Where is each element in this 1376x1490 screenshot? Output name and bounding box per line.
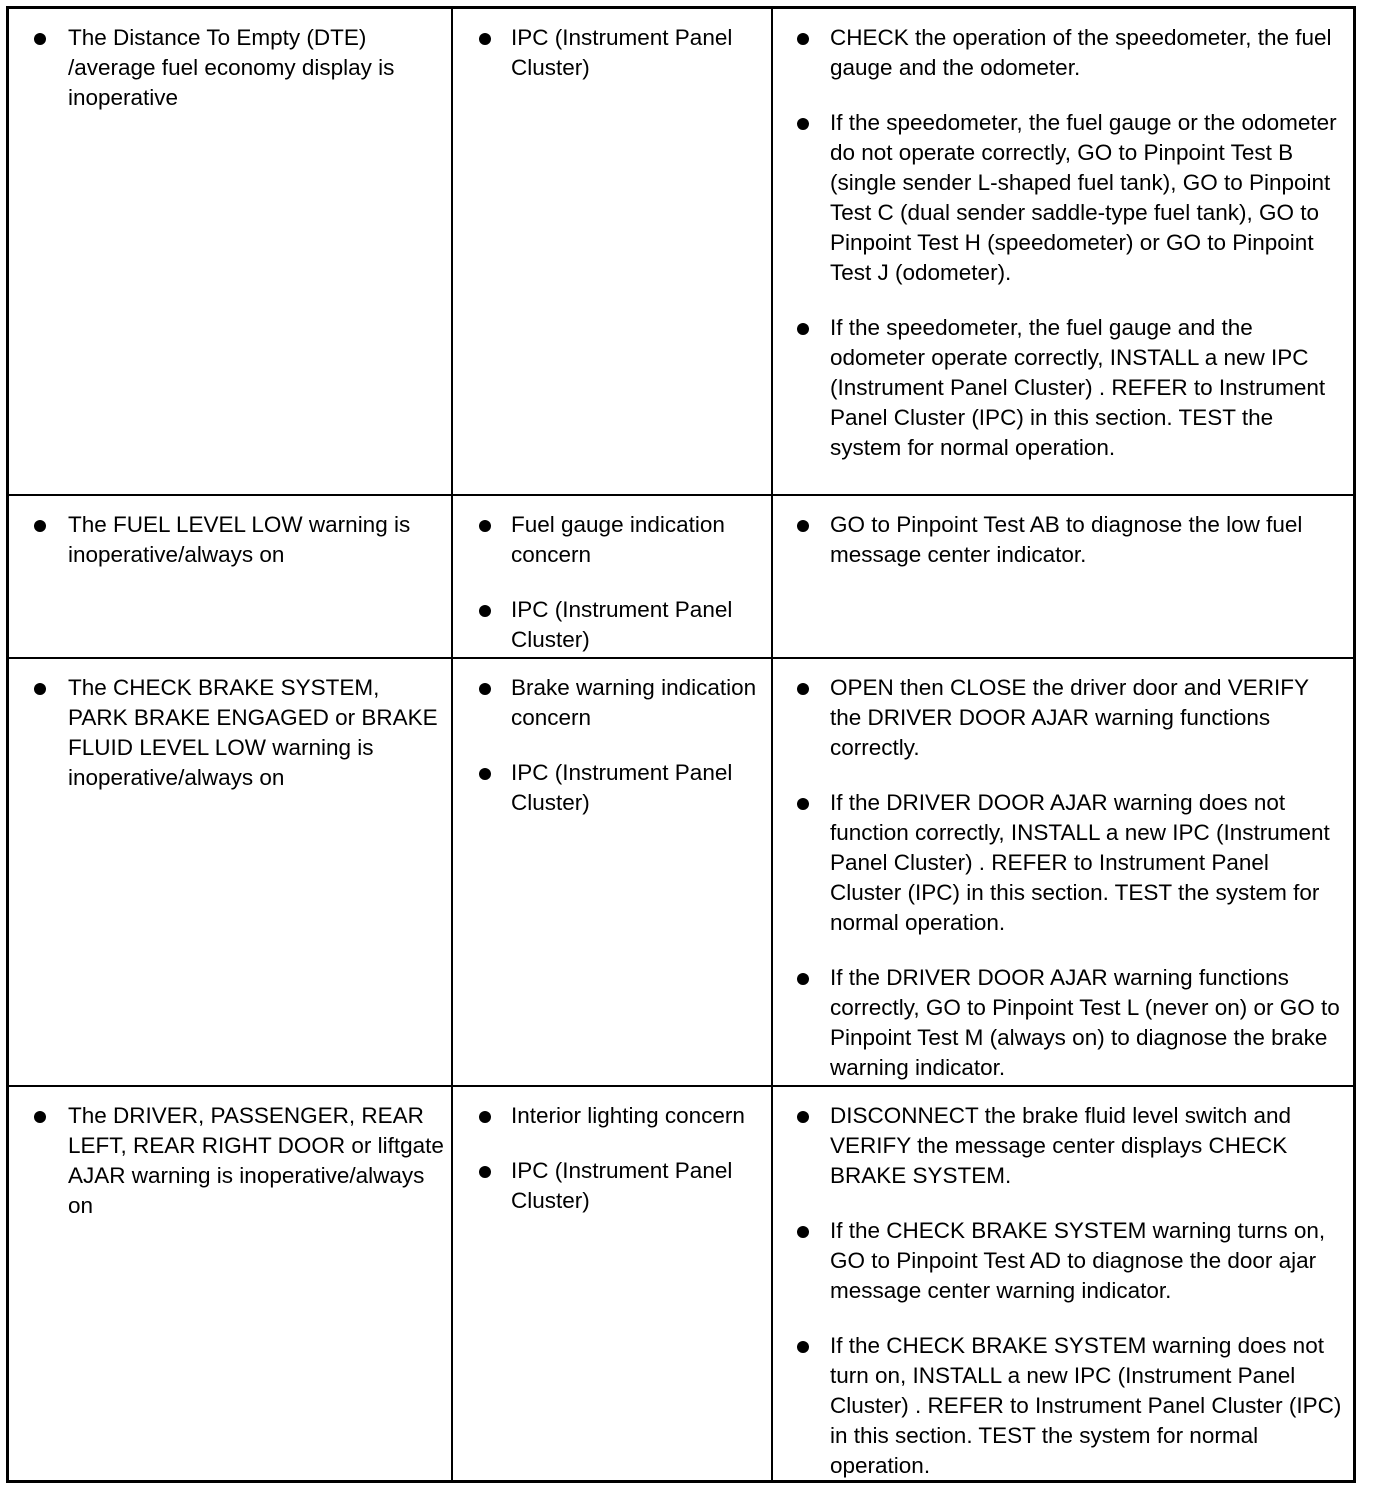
diagnosis-table	[6, 6, 1356, 1483]
bullet-icon	[797, 798, 809, 810]
list-item	[797, 1101, 1343, 1191]
list-item	[797, 963, 1343, 1083]
list-item	[797, 673, 1343, 763]
action-text: If the DRIVER DOOR AJAR warning functions correctly, GO to Pinpoint Test L (never on) or GO to Pinpoint Test M (always on) to diagnose the brake warning indicator.	[830, 965, 1340, 1080]
bullet-icon	[797, 973, 809, 985]
action-cell	[773, 659, 1353, 1087]
bullet-icon	[479, 683, 491, 695]
condition-cell	[9, 1087, 453, 1480]
source-cell	[453, 9, 773, 496]
bullet-icon	[797, 118, 809, 130]
bullet-icon	[797, 683, 809, 695]
source-cell	[453, 496, 773, 659]
bullet-icon	[797, 1226, 809, 1238]
bullet-icon	[34, 683, 46, 695]
action-text: If the CHECK BRAKE SYSTEM warning does not turn on, INSTALL a new IPC (Instrument Panel Cluster) . REFER to Instrument Panel Cluster (IPC) in this section. TEST the system for normal operation.	[830, 1333, 1342, 1478]
list-item	[797, 1216, 1343, 1306]
action-cell	[773, 1087, 1353, 1480]
list-item	[797, 510, 1343, 570]
list-item	[479, 758, 765, 818]
bullet-icon	[34, 33, 46, 45]
condition-cell	[9, 659, 453, 1087]
condition-cell	[9, 9, 453, 496]
condition-text: The DRIVER, PASSENGER, REAR LEFT, REAR RIGHT DOOR or liftgate AJAR warning is inoperative/always on	[68, 1103, 444, 1218]
action-text: GO to Pinpoint Test AB to diagnose the low fuel message center indicator.	[830, 512, 1303, 567]
condition-text: The CHECK BRAKE SYSTEM, PARK BRAKE ENGAGED or BRAKE FLUID LEVEL LOW warning is inoperative/always on	[68, 675, 438, 790]
action-text: If the CHECK BRAKE SYSTEM warning turns on, GO to Pinpoint Test AD to diagnose the door ajar message center warning indicator.	[830, 1218, 1326, 1303]
bullet-icon	[797, 1111, 809, 1123]
action-text: If the speedometer, the fuel gauge and the odometer operate correctly, INSTALL a new IPC (Instrument Panel Cluster) . REFER to Instrument Panel Cluster (IPC) in this section. TEST the system for normal operation.	[830, 315, 1326, 460]
action-text: DISCONNECT the brake fluid level switch and VERIFY the message center displays CHECK BRAKE SYSTEM.	[830, 1103, 1292, 1188]
source-text: Brake warning indication concern	[511, 675, 757, 730]
source-text: Fuel gauge indication concern	[511, 512, 725, 567]
source-cell	[453, 1087, 773, 1480]
bullet-icon	[797, 323, 809, 335]
bullet-icon	[479, 1111, 491, 1123]
bullet-icon	[797, 33, 809, 45]
source-text: IPC (Instrument Panel Cluster)	[511, 1158, 733, 1213]
list-item	[797, 1331, 1343, 1480]
list-item	[34, 1101, 445, 1221]
list-item	[479, 1101, 765, 1131]
source-text: IPC (Instrument Panel Cluster)	[511, 760, 733, 815]
source-text: IPC (Instrument Panel Cluster)	[511, 597, 733, 652]
bullet-icon	[479, 520, 491, 532]
bullet-icon	[34, 1111, 46, 1123]
list-item	[479, 1156, 765, 1216]
bullet-icon	[479, 1166, 491, 1178]
list-item	[479, 595, 765, 655]
source-text: Interior lighting concern	[511, 1103, 745, 1128]
bullet-icon	[479, 768, 491, 780]
bullet-icon	[797, 520, 809, 532]
list-item	[479, 673, 765, 733]
list-item	[34, 23, 445, 113]
action-cell	[773, 9, 1353, 496]
condition-text: The Distance To Empty (DTE) /average fuel economy display is inoperative	[68, 25, 395, 110]
bullet-icon	[34, 520, 46, 532]
list-item	[797, 313, 1343, 463]
list-item	[34, 510, 445, 570]
source-text: IPC (Instrument Panel Cluster)	[511, 25, 733, 80]
list-item	[479, 23, 765, 83]
list-item	[34, 673, 445, 793]
list-item	[797, 108, 1343, 288]
action-cell	[773, 496, 1353, 659]
list-item	[479, 510, 765, 570]
action-text: If the DRIVER DOOR AJAR warning does not function correctly, INSTALL a new IPC (Instrument Panel Cluster) . REFER to Instrument Panel Cluster (IPC) in this section. TEST the system for normal operation.	[830, 790, 1330, 935]
action-text: If the speedometer, the fuel gauge or the odometer do not operate correctly, GO to Pinpoint Test B (single sender L-shaped fuel tank), GO to Pinpoint Test C (dual sender saddle-type fuel tank), GO to Pinpoint Test H (speedometer) or GO to Pinpoint Test J (odometer).	[830, 110, 1337, 285]
action-text: CHECK the operation of the speedometer, the fuel gauge and the odometer.	[830, 25, 1332, 80]
bullet-icon	[479, 33, 491, 45]
list-item	[797, 23, 1343, 83]
condition-cell	[9, 496, 453, 659]
source-cell	[453, 659, 773, 1087]
condition-text: The FUEL LEVEL LOW warning is inoperative/always on	[68, 512, 411, 567]
list-item	[797, 788, 1343, 938]
action-text: OPEN then CLOSE the driver door and VERIFY the DRIVER DOOR AJAR warning functions correctly.	[830, 675, 1309, 760]
bullet-icon	[479, 605, 491, 617]
bullet-icon	[797, 1341, 809, 1353]
